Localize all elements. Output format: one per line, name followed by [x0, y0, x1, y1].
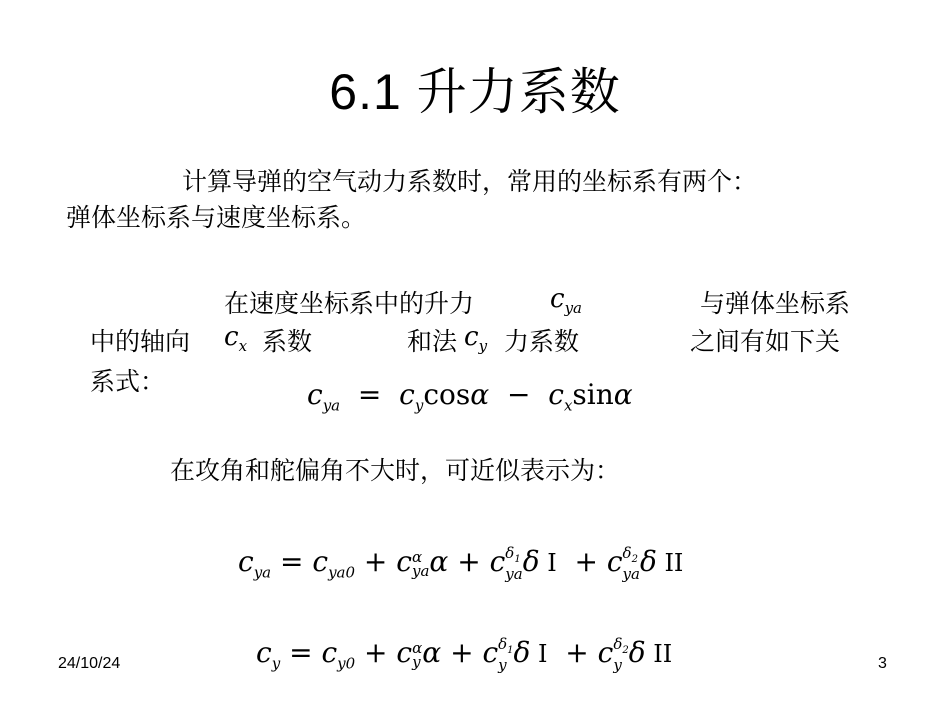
page-number: 3 [878, 655, 887, 672]
paragraph-2-line-1a: 在速度坐标系中的升力 [224, 289, 475, 318]
paragraph-2-line-2c: 和法 [407, 327, 458, 356]
equation-2: $c_{ya} = c_{ya0} + c$ α ya α + c $\delta_1$ ya δ I + c $\delta_2$ ya δ II [238, 544, 684, 583]
slide-title: 6.1 升力系数 [329, 64, 621, 120]
symbol-c-ya: $c_{ya}$ [550, 284, 582, 318]
paragraph-2-line-2d: 力系数 [504, 327, 580, 356]
equation-3: $c_y = c_{y0} + c$ α y α + c $\delta_1$ y δ I + c $\delta_2$ y δ II [256, 635, 673, 674]
equation-1: $c_{ya} = c_y\cos\alpha - c_x\sin\alpha$ [307, 378, 633, 415]
paragraph-2-line-2e: 之间有如下关 [690, 327, 841, 356]
paragraph-1-line-1: 计算导弹的空气动力系数时，常用的坐标系有两个： [182, 167, 758, 196]
footer-date: 24/10/24 [58, 655, 121, 672]
paragraph-3: 在攻角和舵偏角不大时，可近似表示为： [170, 456, 621, 485]
paragraph-2-line-3: 系式： [90, 367, 166, 396]
symbol-c-x: $c_x$ [224, 322, 248, 356]
paragraph-2-line-1b: 与弹体坐标系 [700, 289, 851, 318]
paragraph-1-line-2: 弹体坐标系与速度坐标系。 [66, 203, 367, 232]
paragraph-2-line-2a: 中的轴向 [90, 327, 191, 356]
symbol-c-y: $c_y$ [464, 322, 488, 356]
paragraph-2-line-2b: 系数 [262, 327, 313, 356]
